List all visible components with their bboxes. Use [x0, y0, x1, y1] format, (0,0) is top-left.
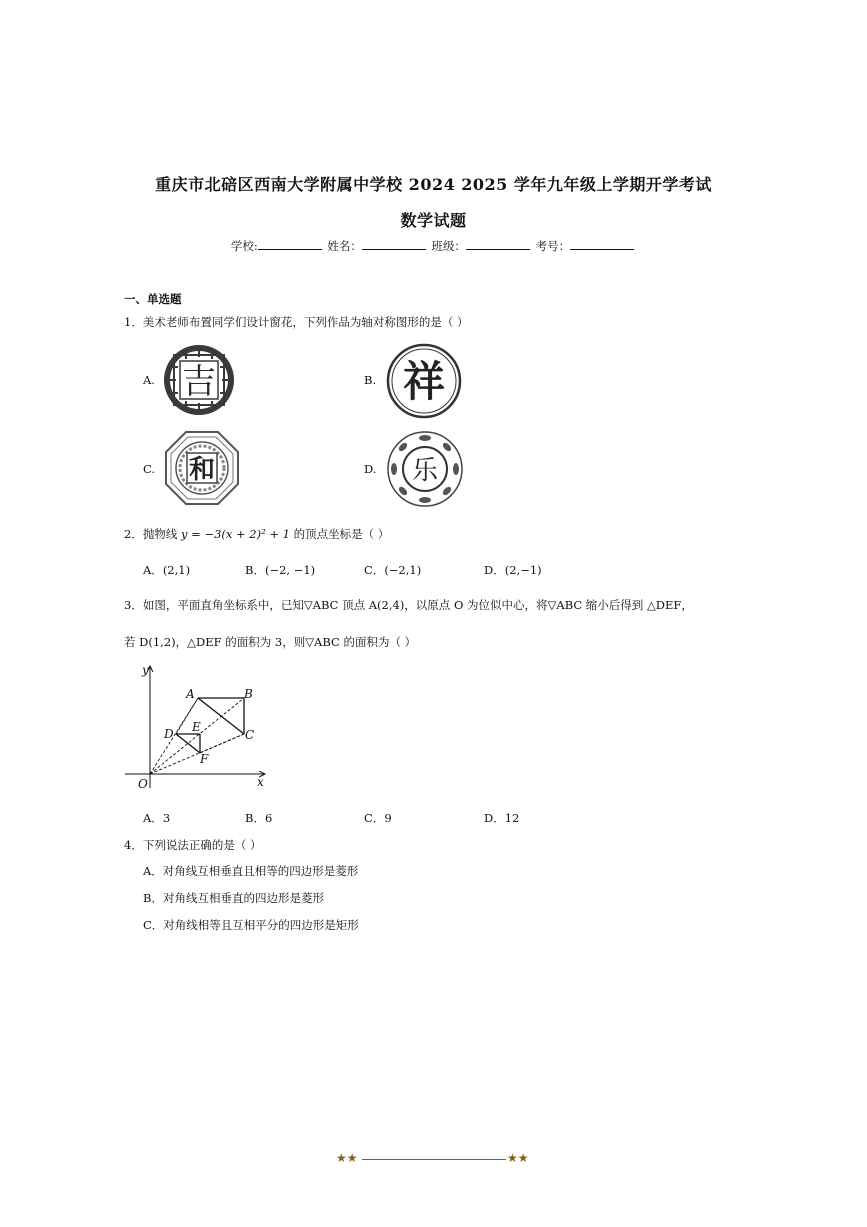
footer-left-stars: ★★: [336, 1151, 358, 1165]
point-f-label: F: [200, 752, 209, 766]
q1-option-b-char: 祥: [402, 357, 446, 406]
paper-cut-le-icon: [386, 430, 464, 508]
y-axis-label: y: [142, 663, 149, 677]
q3-option-b: B．6: [245, 811, 273, 825]
point-b-label: B: [244, 687, 253, 701]
q1-option-d-label: D.: [364, 462, 377, 476]
paper-cut-xiang-icon: [386, 343, 462, 419]
q2-stem-pre: 2．抛物线: [124, 527, 181, 541]
school-field[interactable]: [258, 238, 322, 250]
question-4-stem: 4．下列说法正确的是（ ）: [124, 838, 262, 852]
q3-option-d: D．12: [484, 811, 520, 825]
class-field[interactable]: [466, 238, 530, 250]
exam-number-field[interactable]: [570, 238, 634, 250]
paper-cut-ji-icon: [162, 343, 236, 417]
q2-stem-post: 的顶点坐标是（ ）: [289, 527, 390, 541]
q3-option-c: C．9: [364, 811, 392, 825]
q1-option-c-label: C.: [143, 462, 156, 476]
exam-number-label: 考号：: [535, 239, 571, 253]
point-a-label: A: [186, 687, 195, 701]
point-d-label: D: [164, 727, 174, 741]
q2-option-c: C．(−2,1): [364, 563, 422, 577]
footer-divider: [362, 1159, 506, 1160]
q2-formula: y = −3(x + 2)² + 1: [180, 527, 290, 541]
q1-option-b-label: B.: [364, 373, 377, 387]
q2-option-a: A．(2,1): [143, 563, 191, 577]
q1-option-d-char: 乐: [411, 456, 439, 486]
school-label: 学校:: [230, 239, 258, 253]
point-e-label: E: [192, 720, 201, 734]
q1-option-c-char: 和: [188, 455, 216, 485]
q4-option-b: B．对角线互相垂直的四边形是菱形: [143, 891, 324, 905]
x-axis-label: x: [257, 775, 264, 789]
q3-option-a: A．3: [143, 811, 171, 825]
footer-right-stars: ★★: [507, 1151, 529, 1165]
point-c-label: C: [245, 728, 255, 742]
paper-cut-he-icon: [164, 430, 240, 506]
page-title: 重庆市北碚区西南大学附属中学校 2024 2025 学年九年级上学期开学考试: [155, 175, 712, 194]
class-label: 班级：: [431, 239, 467, 253]
page-subtitle: 数学试题: [400, 211, 467, 230]
q2-option-d: D．(2,−1): [484, 563, 542, 577]
student-info-fields: [0, 238, 867, 254]
question-2-stem: [124, 526, 389, 542]
q1-option-a-label: A.: [143, 373, 155, 387]
name-label: 姓名：: [327, 239, 362, 253]
section-title: 一、单选题: [124, 292, 182, 306]
question-1-stem: 1．美术老师布置同学们设计窗花，下列作品为轴对称图形的是（ ）: [124, 315, 469, 329]
q4-option-a: A．对角线互相垂直且相等的四边形是菱形: [143, 864, 359, 878]
q4-option-c: C．对角线相等且互相平分的四边形是矩形: [143, 918, 359, 932]
question-3-line1: 3．如图，平面直角坐标系中，已知▽ABC 顶点 A(2,4)，以原点 O 为位似中心，将▽ABC 缩小后得到 △DEF，: [124, 598, 693, 612]
name-field[interactable]: [362, 238, 426, 250]
q1-option-a-char: 吉: [182, 362, 216, 402]
q3-coordinate-figure: [120, 658, 280, 793]
question-3-line2: 若 D(1,2)，△DEF 的面积为 3，则▽ABC 的面积为（ ）: [124, 635, 417, 649]
origin-label: O: [138, 777, 148, 791]
q2-option-b: B．(−2, −1): [245, 563, 316, 577]
